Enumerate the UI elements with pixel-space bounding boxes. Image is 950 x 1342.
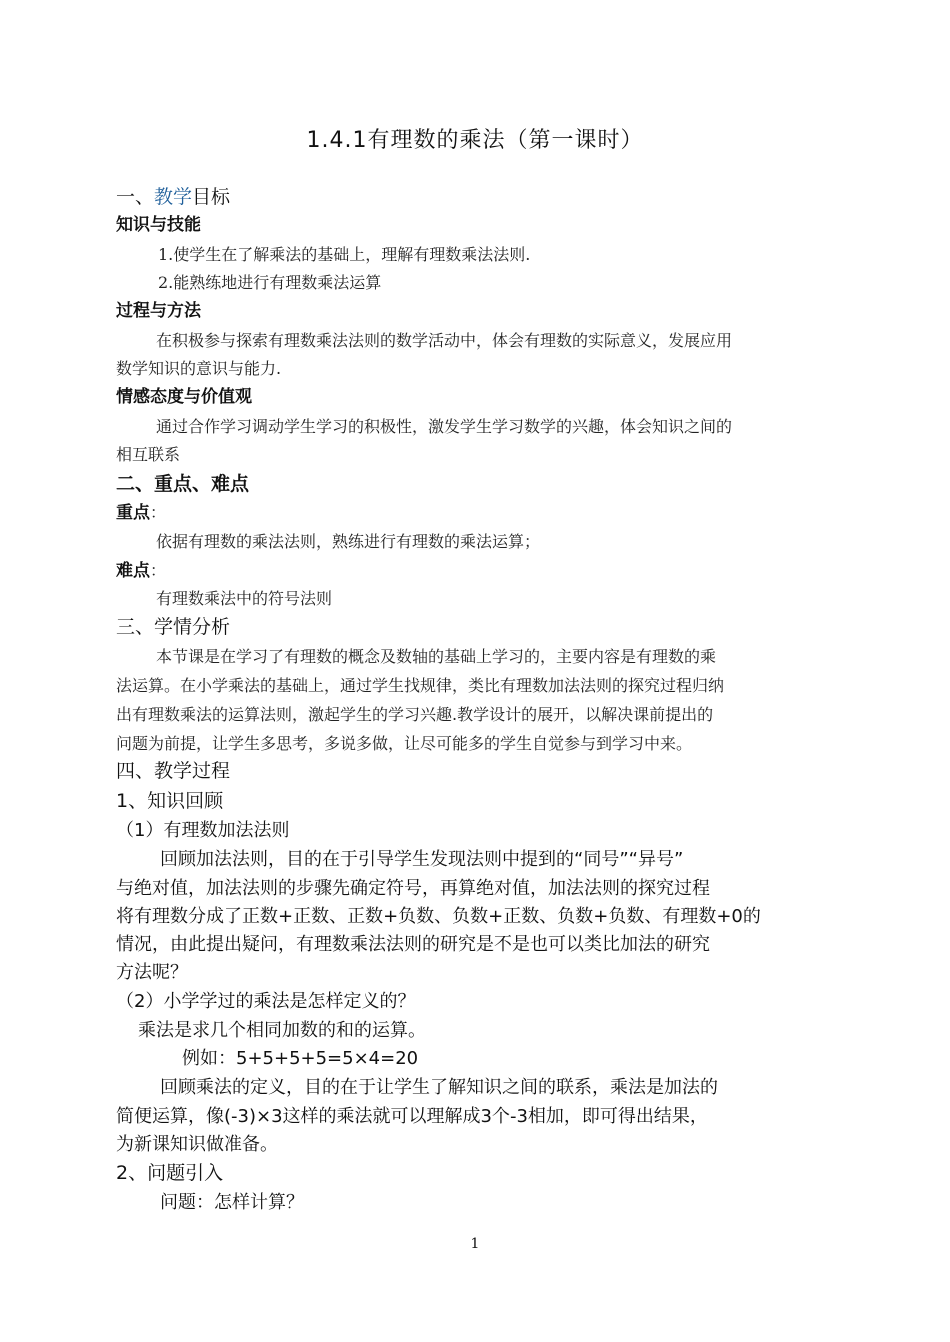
difficulty-label: 难点: [116, 561, 150, 581]
emotion-text-2: 相互联系: [116, 445, 181, 464]
review2-text-2: 简便运算，像(-3)×3这样的乘法就可以理解成3个-3相加，即可得出结果，: [116, 1106, 708, 1127]
review-text-2: 与绝对值，加法法则的步骤先确定符号，再算绝对值，加法法则的探究过程: [116, 878, 710, 899]
review2-text-1: 回顾乘法的定义，目的在于让学生了解知识之间的联系，乘法是加法的: [160, 1077, 718, 1098]
analysis-text-2: 法运算。在小学乘法的基础上，通过学生找规律，类比有理数加法法则的探究过程归纳: [116, 676, 725, 695]
section-1-heading: [116, 186, 230, 209]
heading-knowledge-skills: 知识与技能: [116, 215, 201, 235]
knowledge-item-1: 1.使学生在了解乘法的基础上，理解有理数乘法法则.: [158, 245, 531, 264]
emotion-text-1: 通过合作学习调动学生学习的积极性，激发学生学习数学的兴趣，体会知识之间的: [156, 417, 733, 436]
heading-process-method: 过程与方法: [116, 301, 201, 321]
difficulty-text: 有理数乘法中的符号法则: [156, 589, 333, 608]
analysis-text-3: 出有理数乘法的运算法则，激起学生的学习兴趣.教学设计的展开，以解决课前提出的: [116, 705, 714, 724]
multiplication-example: 例如：5+5+5+5=5×4=20: [182, 1048, 419, 1069]
key-point-text: 依据有理数的乘法法则，熟练进行有理数的乘法运算；: [156, 532, 541, 551]
process-text-2: 数学知识的意识与能力.: [116, 359, 282, 378]
analysis-text-4: 问题为前提，让学生多思考，多说多做，让尽可能多的学生自觉参与到学习中来。: [116, 734, 693, 753]
key-point-label-line: [116, 503, 166, 523]
difficulty-label-line: [116, 561, 166, 581]
subsection-1-2-heading: （2）小学学过的乘法是怎样定义的？: [116, 991, 416, 1012]
section-1-blue-word: 教学: [154, 186, 193, 208]
document-title: 1.4.1有理数的乘法（第一课时）: [306, 128, 644, 153]
review-text-5: 方法呢？: [116, 962, 188, 983]
subsection-1-1-heading: （1）有理数加法法则: [116, 820, 290, 841]
key-point-label: 重点: [116, 503, 150, 523]
subsection-1-heading: 1、知识回顾: [116, 790, 224, 812]
section-2-heading: 二、重点、难点: [116, 473, 250, 495]
multiplication-definition: 乘法是求几个相同加数的和的运算。: [138, 1020, 426, 1041]
section-3-heading: 三、学情分析: [116, 616, 231, 638]
page-number: 1: [470, 1236, 480, 1252]
key-point-colon: ：: [150, 503, 167, 522]
process-text-1: 在积极参与探索有理数乘法法则的数学活动中，体会有理数的实际意义，发展应用: [156, 331, 733, 350]
difficulty-colon: ：: [150, 561, 167, 580]
heading-emotion-values: 情感态度与价值观: [116, 387, 252, 407]
subsection-2-heading: 2、问题引入: [116, 1162, 224, 1184]
analysis-text-1: 本节课是在学习了有理数的概念及数轴的基础上学习的，主要内容是有理数的乘: [156, 647, 717, 666]
question-text: 问题：怎样计算？: [160, 1192, 304, 1213]
section-1-rest: 目标: [192, 186, 231, 208]
review-text-3: 将有理数分成了正数+正数、正数+负数、负数+正数、负数+负数、有理数+0的: [116, 906, 761, 927]
review-text-1: 回顾加法法则，目的在于引导学生发现法则中提到的“同号”“异号”: [160, 849, 684, 870]
review2-text-3: 为新课知识做准备。: [116, 1134, 278, 1155]
review-text-4: 情况，由此提出疑问，有理数乘法法则的研究是不是也可以类比加法的研究: [116, 934, 710, 955]
knowledge-item-2: 2.能熟练地进行有理数乘法运算: [158, 273, 382, 292]
section-1-prefix: 一、: [116, 186, 155, 208]
section-4-heading: 四、教学过程: [116, 760, 231, 782]
